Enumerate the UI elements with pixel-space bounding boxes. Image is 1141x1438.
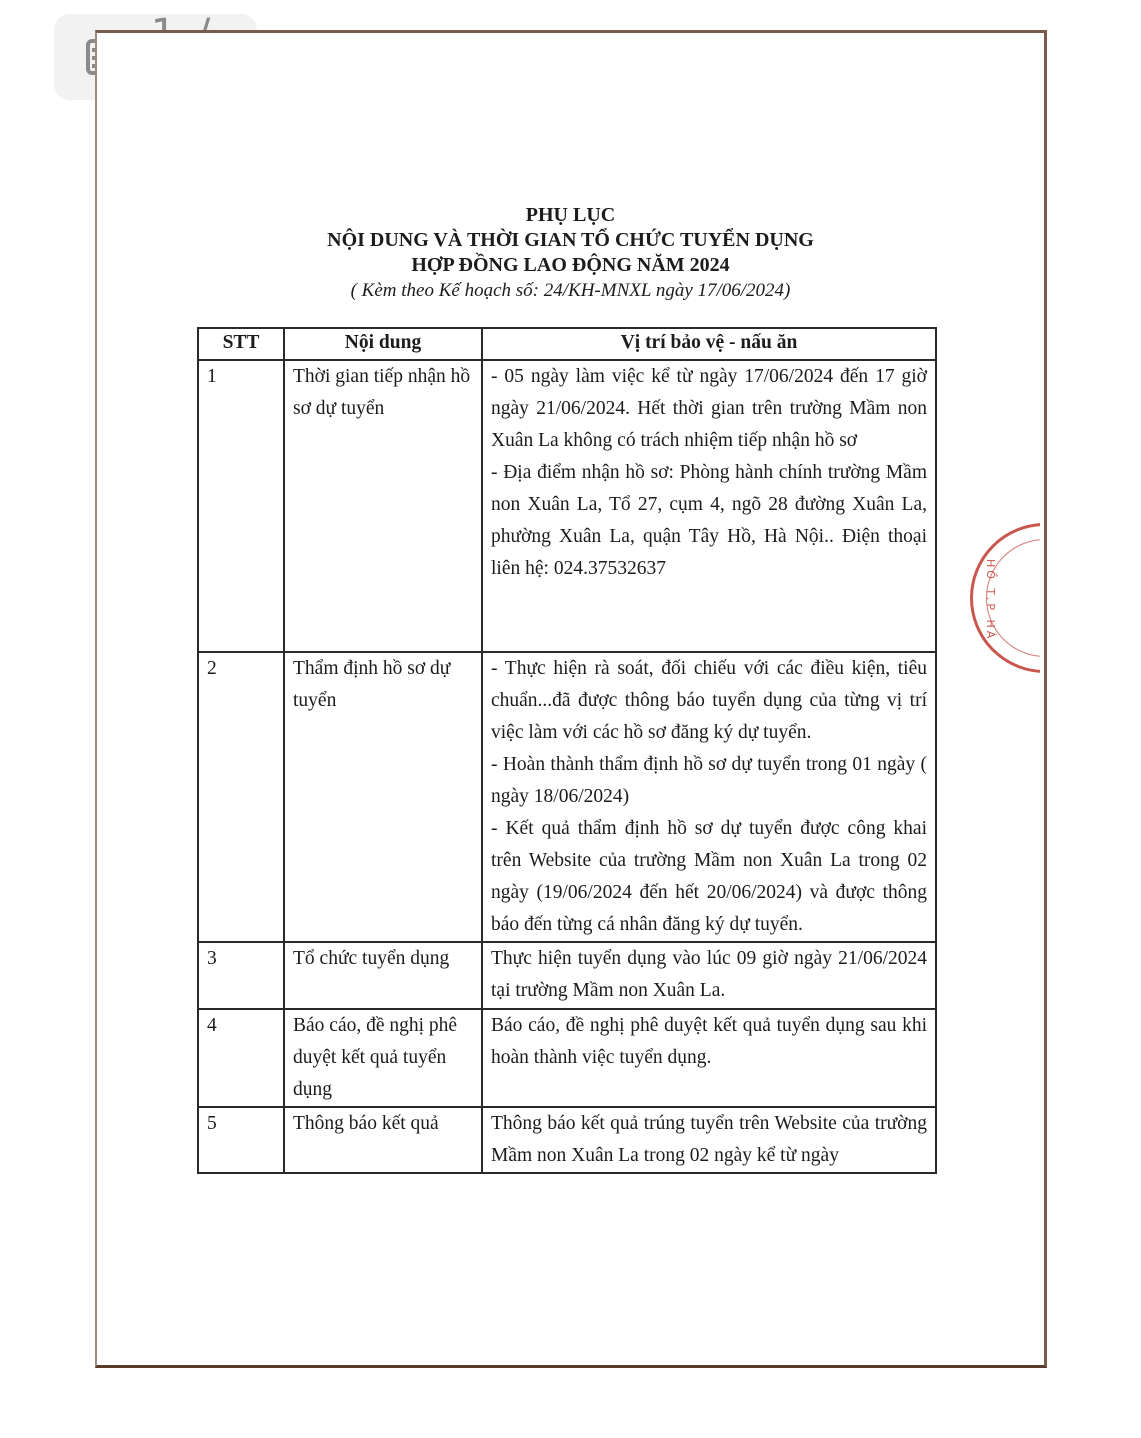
table-row xyxy=(198,1107,936,1173)
column-header-vi-tri: Vị trí bảo vệ - nấu ăn xyxy=(482,328,936,360)
column-header-noi-dung: Nội dung xyxy=(284,328,482,360)
recruitment-schedule-table xyxy=(197,327,937,1174)
cell-paragraph: - Thực hiện rà soát, đối chiếu với các điều kiện, tiêu chuẩn...đã được thông báo tuyển dụng của từng vị trí việc làm với các hồ sơ đăng ký dự tuyển. xyxy=(491,658,927,743)
official-seal-stamp xyxy=(970,523,1040,683)
cell-paragraph: - 05 ngày làm việc kể từ ngày 17/06/2024 đến 17 giờ ngày 21/06/2024. Hết thời gian trên trường Mầm non Xuân La không có trách nhiệm tiếp nhận hồ sơ xyxy=(491,366,927,451)
cell-stt: 3 xyxy=(198,942,284,1009)
cell-noi-dung: Báo cáo, đề nghị phê duyệt kết quả tuyển dụng xyxy=(284,1009,482,1107)
cell-stt: 1 xyxy=(198,360,284,652)
document-header xyxy=(97,203,1044,303)
table-row xyxy=(198,360,936,652)
cell-noi-dung: Tổ chức tuyển dụng xyxy=(284,942,482,1009)
cell-paragraph: - Hoàn thành thẩm định hồ sơ dự tuyển trong 01 ngày ( ngày 18/06/2024) xyxy=(491,754,927,807)
cell-vi-tri xyxy=(482,360,936,652)
cell-paragraph: Thực hiện tuyển dụng vào lúc 09 giờ ngày 21/06/2024 tại trường Mầm non Xuân La. xyxy=(491,948,927,1001)
cell-stt: 2 xyxy=(198,652,284,942)
seal-text: HỒ T.P HÀ xyxy=(984,559,997,642)
cell-noi-dung: Thông báo kết quả xyxy=(284,1107,482,1173)
cell-stt: 5 xyxy=(198,1107,284,1173)
cell-paragraph: - Địa điểm nhận hồ sơ: Phòng hành chính trường Mầm non Xuân La, Tổ 27, cụm 4, ngõ 28 đường Xuân La, phường Xuân La, quận Tây Hồ, Hà Nội.. Điện thoại liên hệ: 024.37532637 xyxy=(491,462,927,579)
document-title-line-3: HỢP ĐỒNG LAO ĐỘNG NĂM 2024 xyxy=(411,254,730,276)
document-title-line-2: NỘI DUNG VÀ THỜI GIAN TỔ CHỨC TUYỂN DỤNG xyxy=(327,229,814,251)
table-header-row xyxy=(198,328,936,360)
document-subtitle: ( Kèm theo Kế hoạch số: 24/KH-MNXL ngày 17/06/2024) xyxy=(350,280,791,301)
cell-noi-dung: Thẩm định hồ sơ dự tuyển xyxy=(284,652,482,942)
cell-paragraph: Thông báo kết quả trúng tuyển trên Website của trường Mầm non Xuân La trong 02 ngày kể từ ngày xyxy=(491,1113,927,1166)
cell-vi-tri xyxy=(482,652,936,942)
table-row xyxy=(198,652,936,942)
cell-vi-tri xyxy=(482,1107,936,1173)
column-header-stt: STT xyxy=(198,328,284,360)
cell-stt: 4 xyxy=(198,1009,284,1107)
table-row xyxy=(198,942,936,1009)
cell-noi-dung: Thời gian tiếp nhận hồ sơ dự tuyển xyxy=(284,360,482,652)
cell-paragraph: - Kết quả thẩm định hồ sơ dự tuyển được công khai trên Website của trường Mầm non Xuân La trong 02 ngày (19/06/2024 đến hết 20/06/2024) và được thông báo đến từng cá nhân đăng ký dự tuyển. xyxy=(491,818,927,935)
appendix-title: PHỤ LỤC xyxy=(525,204,616,226)
cell-vi-tri xyxy=(482,942,936,1009)
document-page xyxy=(95,30,1047,1368)
cell-paragraph: Báo cáo, đề nghị phê duyệt kết quả tuyển dụng sau khi hoàn thành việc tuyển dụng. xyxy=(491,1015,927,1068)
cell-vi-tri xyxy=(482,1009,936,1107)
table-row xyxy=(198,1009,936,1107)
